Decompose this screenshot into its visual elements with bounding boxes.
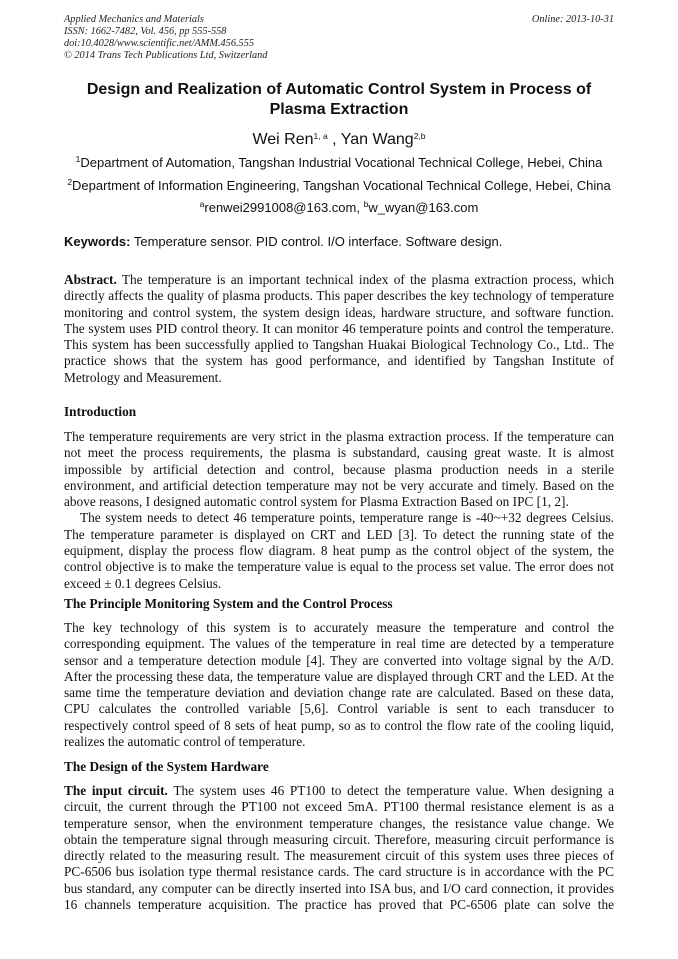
hardware-body	[64, 783, 614, 913]
text-line-content: same time the temperature deviation and deviation change rate are calculated. Based on these data,	[64, 685, 614, 701]
author-2: Yan Wang	[340, 131, 414, 148]
authors	[64, 130, 614, 150]
affiliation-2	[40, 178, 638, 194]
abstract	[64, 272, 614, 386]
text-line	[64, 734, 614, 750]
keywords-text: Temperature sensor. PID control. I/O interface. Software design.	[130, 234, 503, 249]
online-date: Online: 2013-10-31	[531, 14, 614, 25]
text-line	[64, 701, 614, 717]
title-line-1: Design and Realization of Automatic Control System in Process of	[86, 81, 592, 98]
text-line	[64, 429, 614, 445]
text-line	[64, 288, 614, 304]
text-line-content: corresponding equipment. The values of the temperature in real time are detected by a temperature	[64, 636, 614, 652]
text-line-content: directly related to the measuring result. The measurement circuit of this system uses three pieces of	[64, 848, 614, 864]
author-separator: ,	[327, 131, 341, 148]
text-line-content: respectively control speed of 8 sets of heat pump, so as to control the flow rate of the cooling liquid,	[64, 717, 614, 733]
text-line	[64, 543, 614, 559]
text-line	[64, 559, 614, 575]
issn: ISSN: 1662-7482, Vol. 456, pp 555-558	[64, 26, 227, 37]
text-line	[64, 620, 614, 636]
email-a-marker: a	[199, 199, 205, 209]
text-line-content: impossible by artificial detection and control, because plasma production needs in a sterile	[64, 461, 614, 477]
text-line-content: CPU calculates the controlled variable [5,6]. Control variable is sent to each transducer to	[64, 701, 614, 717]
principle-heading: The Principle Monitoring System and the Control Process	[64, 596, 393, 611]
text-line-content: Metrology and Measurement.	[64, 369, 222, 385]
text-line	[64, 783, 614, 799]
text-line	[64, 881, 614, 897]
affiliation-1-marker: 1	[75, 154, 81, 164]
affiliation-2-text: Department of Information Engineering, Tangshan Vocational Technical College, Hebei, China	[72, 178, 611, 193]
text-line-content: realizes the automatic control of temperature.	[64, 734, 306, 750]
paragraph-lead-label: Abstract.	[64, 272, 117, 287]
text-line-content: sensor and a temperature detection module [4]. They are converted into voltage signal by the A/D.	[64, 652, 614, 668]
doi: doi:10.4028/www.scientific.net/AMM.456.555	[64, 38, 254, 49]
text-line-content: environment, and artificial detection temperature may not be very accurate and timely. Based on the	[64, 477, 614, 493]
text-line-content: obtain the temperature signal through measuring circuit. Therefore, measuring circuit performance is	[64, 831, 614, 847]
paragraph-lead-label: The input circuit.	[64, 783, 168, 798]
text-line	[64, 494, 614, 510]
title-line-2: Plasma Extraction	[269, 101, 409, 118]
text-line	[64, 832, 614, 848]
text-line-content: bus standard, any computer can be directly inserted into ISA bus, and I/O card connection, it provides	[64, 880, 614, 896]
text-line	[64, 337, 614, 353]
affiliation-2-marker: 2	[67, 177, 73, 187]
introduction-body	[64, 429, 614, 592]
text-line-content: practice shows that the system has good performance, and identified by Tangshan Institute of	[64, 353, 614, 369]
text-line	[64, 510, 614, 526]
text-line	[64, 799, 614, 815]
text-line-content: The system uses PID control theory. It can monitor 46 temperature points and control the temperature.	[64, 320, 614, 336]
text-line	[64, 445, 614, 461]
text-line	[64, 653, 614, 669]
text-line	[64, 816, 614, 832]
text-line-content: equipment, display the process flow diagram. 8 heat pump as the control object of the system, the	[64, 543, 614, 559]
text-line-content: PC-6506 bus isolation type thermal resistance cards. The card structure is in accordance with the PC	[64, 864, 614, 880]
text-line-content: 16 channels temperature acquisition. The practice has proved that PC-6506 plate can solve the	[64, 897, 614, 913]
text-line-content: exceed ± 0.1 degrees Celsius.	[64, 575, 222, 591]
text-line	[64, 272, 614, 288]
text-line-content: This system has been successfully applied to Tangshan Huakai Biological Technology Co., Ltd.. The	[64, 337, 614, 353]
text-line-content: above reasons, I designed automatic control system for Plasma Extraction Based on IPC [1, 2].	[64, 494, 569, 510]
text-line	[64, 897, 614, 913]
email-b-marker: b	[363, 199, 369, 209]
paper-title	[64, 80, 614, 120]
hardware-heading: The Design of the System Hardware	[64, 759, 269, 774]
text-line-content: control objective is to make the temperature value is equal to the process set value. The error does not	[64, 559, 614, 575]
text-line	[64, 685, 614, 701]
text-line-content: The temperature is an important technical index of the plasma extraction process, which	[116, 272, 614, 287]
email-a[interactable]: renwei2991008@163.com,	[204, 200, 364, 215]
introduction-heading: Introduction	[64, 404, 137, 419]
email-b[interactable]: w_wyan@163.com	[368, 200, 479, 215]
author-2-marker: 2,b	[413, 131, 426, 141]
text-line-content: The system uses 46 PT100 to detect the temperature value. When designing a	[167, 783, 614, 798]
journal-info	[64, 14, 267, 62]
text-line	[64, 478, 614, 494]
emails	[40, 200, 638, 216]
author-1-marker: 1, a	[313, 131, 328, 141]
affiliation-1	[40, 155, 638, 171]
copyright: © 2014 Trans Tech Publications Ltd, Switzerland	[64, 50, 268, 61]
keywords-label: Keywords:	[64, 234, 131, 249]
affiliation-1-text: Department of Automation, Tangshan Industrial Vocational Technical College, Hebei, China	[80, 155, 603, 170]
text-line	[64, 576, 614, 592]
text-line	[64, 527, 614, 543]
text-line	[64, 848, 614, 864]
text-line-content: After the processing these data, the temperature value are displayed through CRT and the LED. At the	[64, 668, 614, 684]
text-line-content: directly affects the quality of plasma products. This paper describes the key technology of temperature	[64, 288, 614, 304]
text-line-content: circuit, the current through the PT100 not exceed 5mA. PT100 thermal resistance element is as a	[64, 799, 614, 815]
text-line-content: temperature sensor, when the environment temperature changes, the resistance value change. We	[64, 815, 614, 831]
text-line-content: The key technology of this system is to accurately measure the temperature and control the	[64, 620, 614, 635]
text-line	[64, 370, 614, 386]
author-1: Wei Ren	[252, 131, 314, 148]
text-line	[64, 305, 614, 321]
text-line-content: The system needs to detect 46 temperature points, temperature range is -40~+32 degrees Celsius.	[80, 510, 614, 526]
text-line-content: The temperature parameter is displayed on CRT and LED [3]. To detect the running state of the	[64, 526, 614, 542]
text-line-content: The temperature requirements are very strict in the plasma extraction process. If the temperature can	[64, 429, 614, 444]
text-line	[64, 669, 614, 685]
text-line	[64, 321, 614, 337]
text-line	[64, 864, 614, 880]
journal-name: Applied Mechanics and Materials	[64, 14, 204, 25]
text-line	[64, 718, 614, 734]
text-line-content: not meet the process requirements, the plasma is substandard, causing great waste. It is almost	[64, 445, 614, 461]
text-line-content: monitoring and control system, the system design ideas, hardware structure, and software function.	[64, 304, 614, 320]
keywords	[64, 234, 502, 250]
text-line	[64, 353, 614, 369]
text-line	[64, 636, 614, 652]
text-line	[64, 462, 614, 478]
principle-body	[64, 620, 614, 750]
